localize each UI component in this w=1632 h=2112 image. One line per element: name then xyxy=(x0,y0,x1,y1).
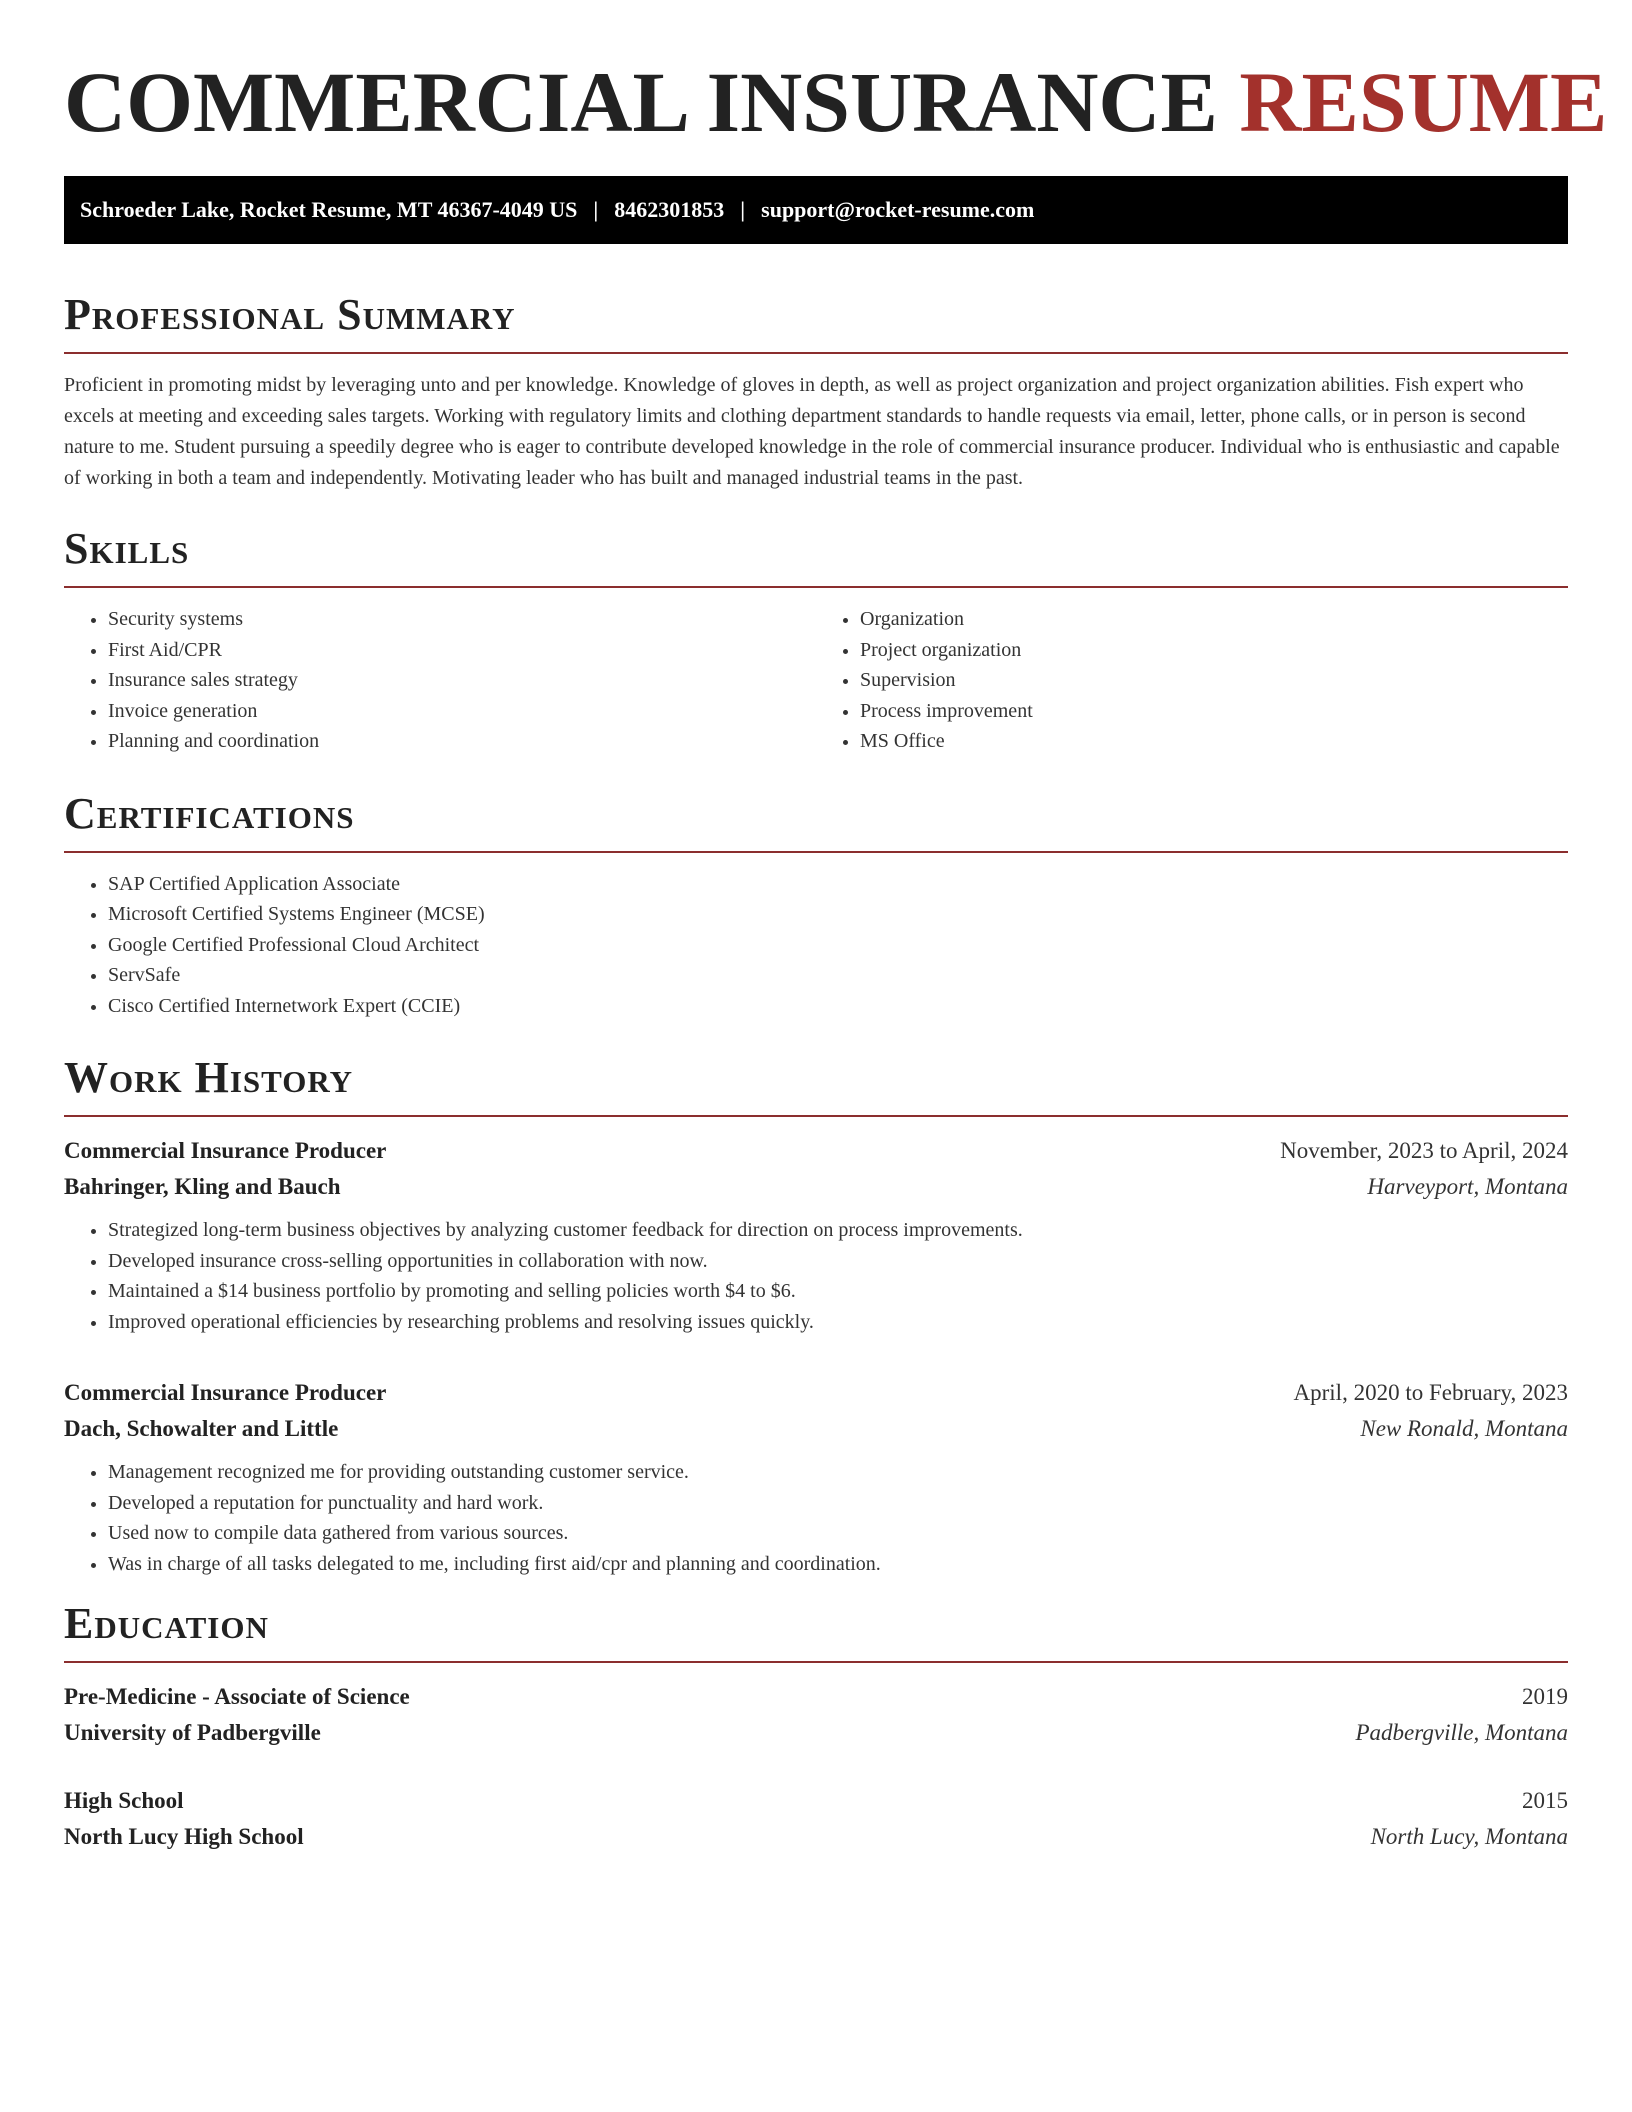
job-company-row xyxy=(64,1411,1568,1447)
job-bullet: • Management recognized me for providing outstanding customer service. xyxy=(108,1457,1568,1488)
skills-list-right xyxy=(816,604,1568,757)
skills-section xyxy=(64,524,1568,757)
job-role: Commercial Insurance Producer xyxy=(64,1138,387,1163)
education-location: North Lucy, Montana xyxy=(1370,1824,1568,1849)
skill-item: • Project organization xyxy=(860,635,1568,666)
job-company: Bahringer, Kling and Bauch xyxy=(64,1174,341,1199)
certification-item: • SAP Certified Application Associate xyxy=(108,869,1568,900)
work-history-section xyxy=(64,1053,1568,1579)
job-bullet: • Used now to compile data gathered from various sources. xyxy=(108,1518,1568,1549)
job-bullet: • Strategized long-term business objectives by analyzing customer feedback for direction on process improvements. xyxy=(108,1215,1568,1246)
section-divider xyxy=(64,1115,1568,1117)
job-entry xyxy=(64,1133,1568,1337)
summary-section xyxy=(64,290,1568,494)
job-location: Harveyport, Montana xyxy=(1367,1174,1568,1199)
contact-email: support@rocket-resume.com xyxy=(761,197,1035,222)
education-degree: High School xyxy=(64,1788,184,1813)
job-company-row xyxy=(64,1169,1568,1205)
job-bullet: • Developed insurance cross-selling opportunities in collaboration with now. xyxy=(108,1246,1568,1277)
skill-item: • Security systems xyxy=(108,604,816,635)
contact-bar xyxy=(64,176,1568,244)
job-entry xyxy=(64,1375,1568,1579)
job-header-row xyxy=(64,1133,1568,1169)
skills-columns xyxy=(64,604,1568,757)
job-location: New Ronald, Montana xyxy=(1360,1416,1568,1441)
education-location: Padbergville, Montana xyxy=(1355,1720,1568,1745)
section-divider xyxy=(64,1661,1568,1663)
certifications-section xyxy=(64,789,1568,1022)
job-bullet: • Improved operational efficiencies by researching problems and resolving issues quickly. xyxy=(108,1307,1568,1338)
certification-item: • Google Certified Professional Cloud Architect xyxy=(108,930,1568,961)
education-school: University of Padbergville xyxy=(64,1720,321,1745)
skill-item: • Insurance sales strategy xyxy=(108,665,816,696)
education-school-row xyxy=(64,1715,1568,1751)
job-bullet: • Developed a reputation for punctuality and hard work. xyxy=(108,1488,1568,1519)
job-role: Commercial Insurance Producer xyxy=(64,1380,387,1405)
skill-item: • Invoice generation xyxy=(108,696,816,727)
job-company: Dach, Schowalter and Little xyxy=(64,1416,339,1441)
job-bullet: • Maintained a $14 business portfolio by promoting and selling policies worth $4 to $6. xyxy=(108,1276,1568,1307)
job-dates: April, 2020 to February, 2023 xyxy=(1293,1380,1568,1405)
contact-address: Schroeder Lake, Rocket Resume, MT 46367-4049 US xyxy=(80,197,578,222)
education-section xyxy=(64,1599,1568,1855)
section-title-education: Education xyxy=(64,1599,269,1648)
job-bullets xyxy=(64,1215,1568,1337)
resume-title xyxy=(64,52,1608,152)
education-entry xyxy=(64,1783,1568,1855)
section-divider xyxy=(64,851,1568,853)
education-degree-row xyxy=(64,1679,1568,1715)
education-school-row xyxy=(64,1819,1568,1855)
certification-item: • Microsoft Certified Systems Engineer (MCSE) xyxy=(108,899,1568,930)
summary-text: Proficient in promoting midst by leveraging unto and per knowledge. Knowledge of gloves in depth, as well as project organization and project organization abilities. Fish expert who excels at meeting and exceeding sales targets. Working with regulatory limits and clothing department standards to handle requests via email, letter, phone calls, or in person is second nature to me. Student pursuing a speedily degree who is eager to contribute developed knowledge in the role of commercial insurance producer. Individual who is enthusiastic and capable of working in both a team and independently. Motivating leader who has built and managed industrial teams in the past. xyxy=(64,374,1560,489)
education-school: North Lucy High School xyxy=(64,1824,304,1849)
contact-separator: | xyxy=(740,197,746,222)
section-title-skills: Skills xyxy=(64,524,190,573)
job-bullets xyxy=(64,1457,1568,1579)
section-title-certifications: Certifications xyxy=(64,788,355,838)
skill-item: • Supervision xyxy=(860,665,1568,696)
section-title-work-history: Work History xyxy=(64,1053,354,1102)
skill-item: • First Aid/CPR xyxy=(108,635,816,666)
certification-item: • Cisco Certified Internetwork Expert (CCIE) xyxy=(108,991,1568,1022)
skill-item: • Organization xyxy=(860,604,1568,635)
certifications-list xyxy=(64,869,1568,1022)
job-header-row xyxy=(64,1375,1568,1411)
title-main: COMMERCIAL INSURANCE xyxy=(64,54,1240,150)
skill-item: • MS Office xyxy=(860,726,1568,757)
title-accent: RESUME xyxy=(1239,54,1608,150)
education-degree: Pre-Medicine - Associate of Science xyxy=(64,1684,410,1709)
section-divider xyxy=(64,586,1568,588)
education-year: 2015 xyxy=(1522,1788,1568,1813)
job-bullet: • Was in charge of all tasks delegated to me, including first aid/cpr and planning and coordination. xyxy=(108,1549,1568,1580)
section-divider xyxy=(64,352,1568,354)
section-title-summary: Professional Summary xyxy=(64,290,516,339)
education-entry xyxy=(64,1679,1568,1751)
skill-item: • Process improvement xyxy=(860,696,1568,727)
contact-separator: | xyxy=(593,197,599,222)
education-year: 2019 xyxy=(1522,1684,1568,1709)
skills-list-left xyxy=(64,604,816,757)
contact-phone: 8462301853 xyxy=(614,197,725,222)
skill-item: • Planning and coordination xyxy=(108,726,816,757)
certification-item: • ServSafe xyxy=(108,960,1568,991)
job-dates: November, 2023 to April, 2024 xyxy=(1280,1138,1568,1163)
education-degree-row xyxy=(64,1783,1568,1819)
